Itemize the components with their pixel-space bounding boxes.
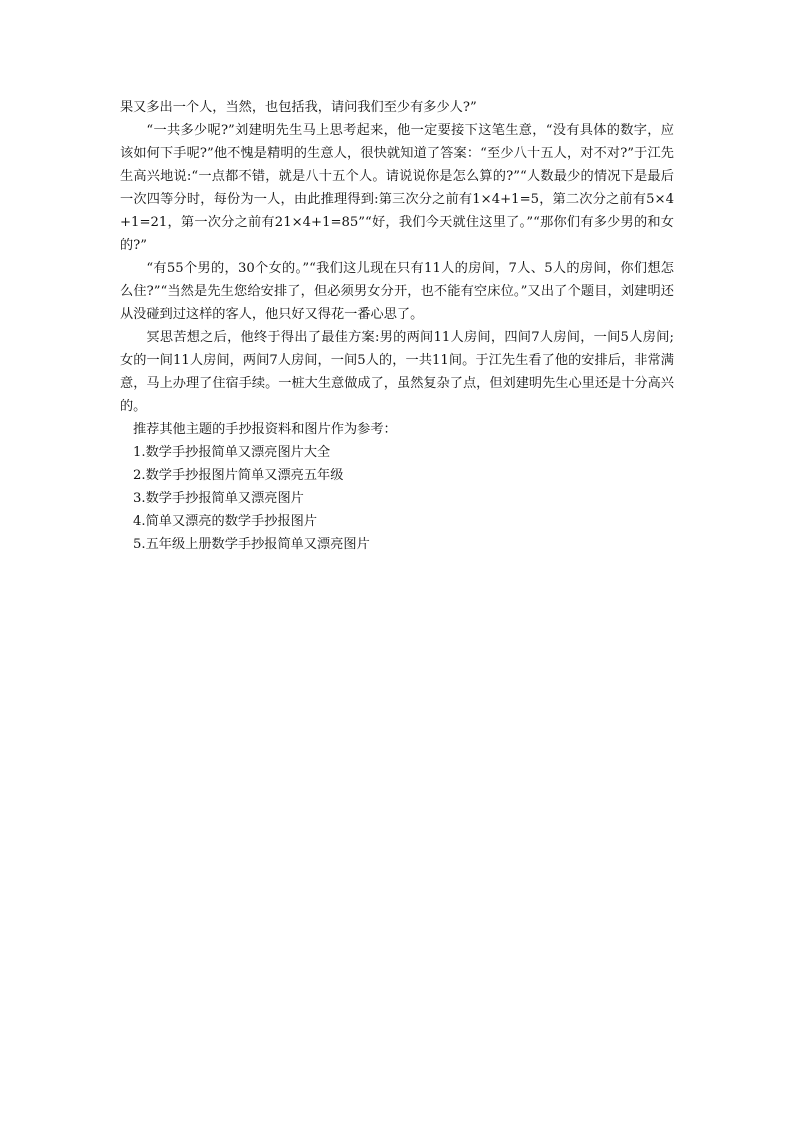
paragraph-dialogue-count: “一共多少呢?”刘建明先生马上思考起来，他一定要接下这笔生意，“没有具体的数字，应该如何下手呢?”他不愧是精明的生意人，很快就知道了答案：“至少八十五人，对不对?”于江先生高兴地说:“一点都不错，就是八十五个人。请说说你是怎么算的?”“人数最少的情况下是最后一次四等分时，每份为一人，由此推理得到:第三次分之前有1×4+1=5，第二次分之前有5×4+1=21，第一次分之前有21×4+1=85”“好，我们今天就住这里了。”“那你们有多少男的和女的?” [120, 123, 674, 253]
paragraph-solution: 冥思苦想之后，他终于得出了最佳方案:男的两间11人房间，四间7人房间，一间5人房间;女的一间11人房间，两间7人房间，一间5人的，一共11间。于江先生看了他的安排后，非常满意，马上办理了住宿手续。一桩大生意做成了，虽然复杂了点，但刘建明先生心里还是十分高兴的。 [120, 330, 674, 414]
document-body [120, 96, 674, 556]
paragraph-continued: 果又多出一个人，当然，也包括我，请问我们至少有多少人?” [120, 100, 477, 115]
recommend-list [120, 441, 674, 556]
recommend-link-4[interactable]: 4.简单又漂亮的数学手抄报图片 [133, 514, 318, 529]
recommend-link-3[interactable]: 3.数学手抄报简单又漂亮图片 [133, 491, 304, 506]
recommend-intro: 推荐其他主题的手抄报资料和图片作为参考： [133, 422, 397, 437]
paragraph-dialogue-rooms: “有55个男的，30个女的。”“我们这儿现在只有11人的房间，7人、5人的房间，你们想怎么住?”“当然是先生您给安排了，但必须男女分开，也不能有空床位。”又出了个题目，刘建明还从没碰到过这样的客人，他只好又得花一番心思了。 [120, 261, 674, 322]
recommend-link-5[interactable]: 5.五年级上册数学手抄报简单又漂亮图片 [133, 537, 370, 552]
recommend-link-1[interactable]: 1.数学手抄报简单又漂亮图片大全 [133, 445, 331, 460]
recommend-link-2[interactable]: 2.数学手抄报图片简单又漂亮五年级 [133, 468, 344, 483]
